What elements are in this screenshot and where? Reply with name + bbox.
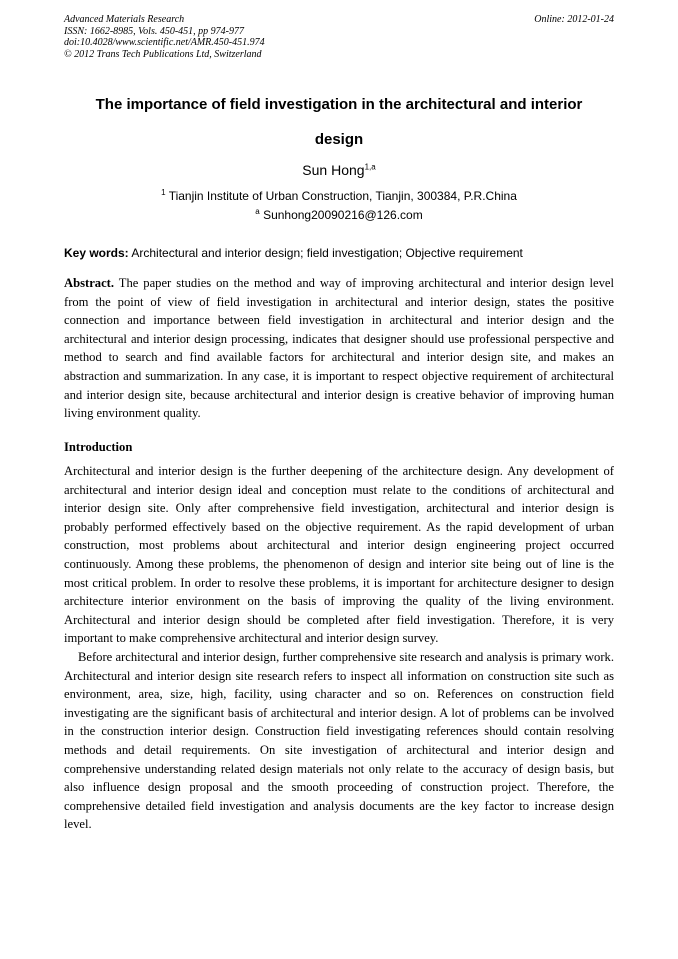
paper-title-line-2: design — [314, 131, 364, 148]
paper-title — [64, 87, 614, 157]
author-marks: 1,a — [364, 162, 376, 172]
affiliation-1 — [64, 188, 614, 204]
journal-name: Advanced Materials Research — [64, 14, 185, 25]
journal-copyright: © 2012 Trans Tech Publications Ltd, Switzerland — [64, 48, 262, 60]
introduction-paragraph-2: Before architectural and interior design, further comprehensive site research and analysis is primary work. Architectural and interior design site research refers to inspect all information on construction site such as environment, area, size, high, facility, using character and so on. References on construction field investigating are the significant basis of architectural and interior design. A lot of problems can be involved in the construction interior design. Construction field investigating references should contain resolving methods and detail requirements. On site investigation of architectural and interior design and comprehensive understanding related design materials not only relate to the accuracy of design basis, but also influence design proposal and the smooth proceeding of construction project. Therefore, the comprehensive detailed field investigation and analysis documents are the key factor to increase design level. — [64, 649, 614, 832]
keywords — [64, 245, 614, 261]
introduction-paragraph-1: Architectural and interior design is the further deepening of the architecture design. Any development of architectural and interior design ideal and conception must relate to the conditions of architectural and interior design site. Only after comprehensive field investigation, architectural and interior design is probably performed effectively based on the objective requirement. As the rapid development of urban construction, most problems about architectural and interior design engineering project occurred continuously. Among these problems, the phenomenon of design and interior site being out of line is the most critical problem. In order to resolve these problems, it is important for architecture designer to design architecture interior environment on the basis of improving the quality of the living environment. Architectural and interior design should be completed after field investigation. Therefore, it is very important to make comprehensive architectural and interior design survey. — [64, 464, 614, 646]
keywords-text: Architectural and interior design; field investigation; Objective requirement — [131, 246, 523, 260]
section-heading-introduction: Introduction — [64, 440, 133, 454]
affiliation-1-mark: 1 — [161, 188, 166, 197]
paper-title-line-1: The importance of field investigation in the architectural and interior — [95, 96, 583, 113]
affiliation-1-text: Tianjin Institute of Urban Construction, Tianjin, 300384, P.R.China — [168, 189, 517, 203]
keywords-label: Key words: — [64, 246, 129, 260]
journal-doi: doi:10.4028/www.scientific.net/AMR.450-451.974 — [64, 37, 265, 48]
abstract-label: Abstract. — [64, 276, 115, 290]
author-name: Sun Hong — [302, 162, 365, 178]
journal-issn: ISSN: 1662-8985, Vols. 450-451, pp 974-977 — [64, 25, 244, 37]
abstract — [64, 274, 614, 423]
abstract-text: The paper studies on the method and way of improving architectural and interior design level from the point of view of field investigation in architectural and interior design, states the positive connection and importance between field investigation in architectural and interior design and the architectural and interior design processing, indicates that designer should use professional perspective and method to search and find available factors for architectural and interior design site, and makes an abstraction and summarization. In any case, it is important to respect objective requirement of architectural and interior design site, because architectural and interior design is creative behavior of improving human living environment quality. — [64, 276, 615, 421]
introduction-body — [64, 462, 614, 834]
online-date: Online: 2012-01-24 — [534, 14, 614, 25]
author-email: Sunhong20090216@126.com — [263, 208, 423, 222]
journal-header — [64, 14, 614, 60]
affiliation-email-mark: a — [255, 207, 260, 216]
author-line — [64, 161, 614, 179]
affiliation-email — [64, 207, 614, 223]
